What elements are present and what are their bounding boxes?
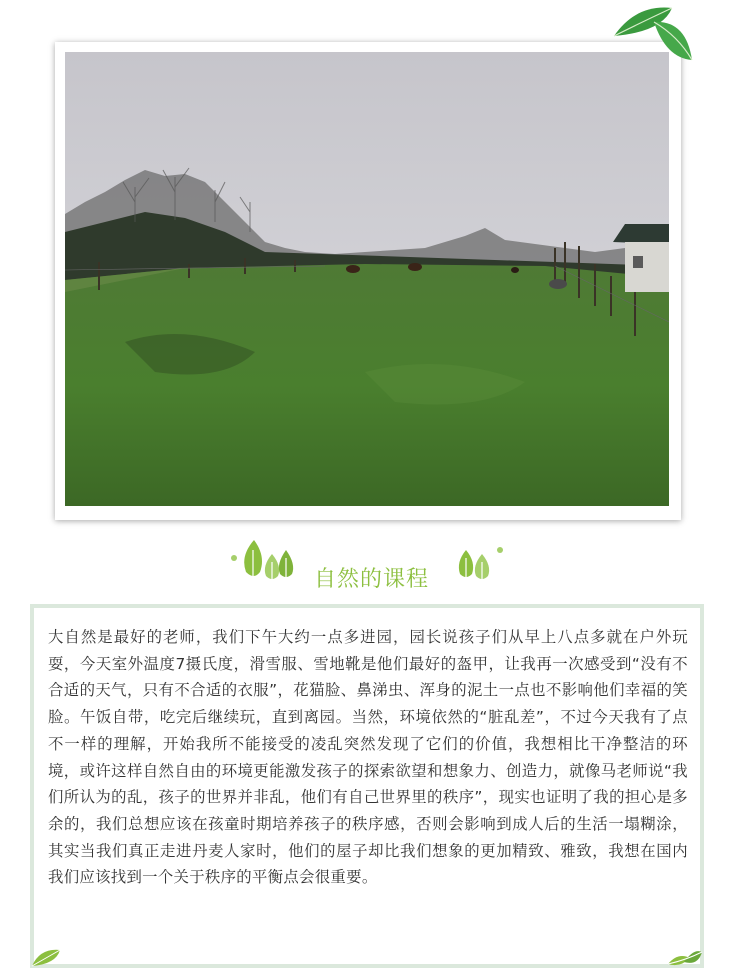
leaf-icon (30, 946, 66, 968)
leaf-icon (664, 946, 704, 968)
article-body: 大自然是最好的老师，我们下午大约一点多进园，园长说孩子们从早上八点多就在户外玩耍，今天室外温度7摄氏度，滑雪服、雪地靴是他们最好的盔甲，让我再一次感受到“没有不合适的天气，只有不合适的衣服”，花猫脸、鼻涕虫、浑身的泥土一点也不影响他们幸福的笑脸。午饭自带，吃完后继续玩，直到离园。当然，环境依然的“脏乱差”，不过今天我有了点不一样的理解，开始我所不能接受的凌乱突然发现了它们的价值，我想相比干净整洁的环境，或许这样自然自由的环境更能激发孩子的探索欲望和想象力、创造力，就像马老师说“我们所认为的乱，孩子的世界并非乱，他们有自己世界里的秩序”，现实也证明了我的担心是多余的，我们总想应该在孩童时期培养孩子的秩序感，否则会影响到成人后的生活一塌糊涂，其实当我们真正走进丹麦人家时，他们的屋子却比我们想象的更加精致、雅致，我想在国内我们应该找到一个关于秩序的平衡点会很重要。 (48, 628, 688, 887)
tree-icon (452, 544, 508, 588)
article-text-box (30, 604, 704, 968)
section-title: 自然的课程 (314, 567, 430, 592)
photo-frame (55, 42, 681, 520)
landscape-photo (65, 52, 669, 506)
tree-icon (226, 538, 300, 588)
corner-leaf-icon (606, 2, 696, 68)
section-title-row (0, 538, 740, 592)
